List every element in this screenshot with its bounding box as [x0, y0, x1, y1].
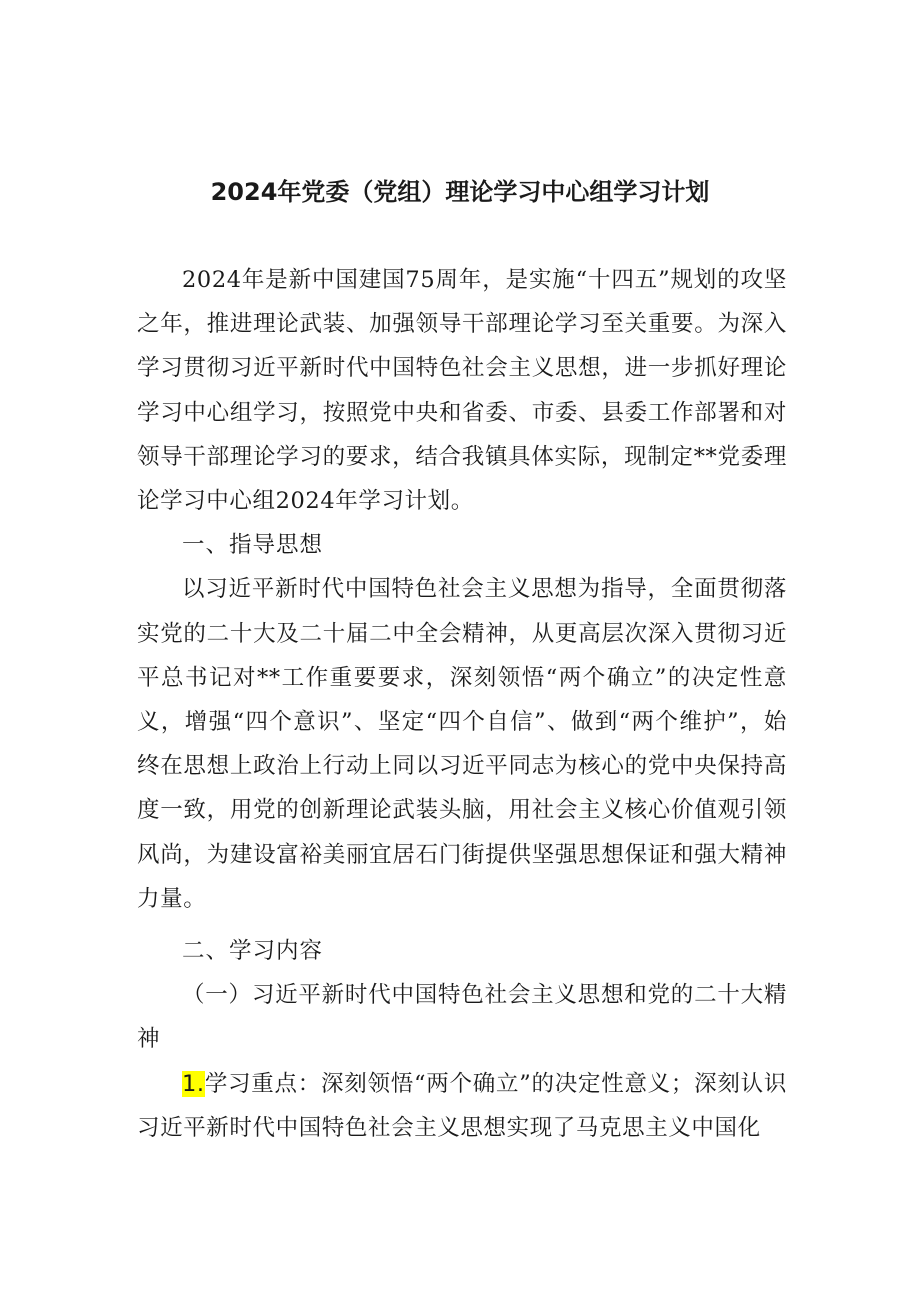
document-title: 2024年党委（党组）理论学习中心组学习计划 [210, 178, 710, 206]
intro-paragraph: 2024年是新中国建国75周年，是实施“十四五”规划的攻坚之年，推进理论武装、加强领导干部理论学习至关重要。为深入学习贯彻习近平新时代中国特色社会主义思想，进一步抓好理论学习中心组学习，按照党中央和省委、市委、县委工作部署和对领导干部理论学习的要求，结合我镇具体实际，现制定**党委理论学习中心组2024年学习计划。 [137, 267, 787, 515]
guiding-thought-paragraph: 以习近平新时代中国特色社会主义思想为指导，全面贯彻落实党的二十大及二十届二中全会精神，从更高层次深入贯彻习近平总书记对**工作重要要求，深刻领悟“两个确立”的决定性意义，增强“四个意识”、坚定“四个自信”、做到“两个维护”，始终在思想上政治上行动上同以习近平同志为核心的党中央保持高度一致，用党的创新理论武装头脑，用社会主义核心价值观引领风尚，为建设富裕美丽宜居石门街提供坚强思想保证和强大精神力量。 [137, 576, 787, 912]
study-focus-text: 学习重点：深刻领悟“两个确立”的决定性意义；深刻认识习近平新时代中国特色社会主义思想实现了马克思主义中国化 [137, 1070, 787, 1141]
study-focus-paragraph [137, 1062, 787, 1150]
section-heading-guiding-thought: 一、指导思想 [182, 532, 324, 559]
highlighted-item-number: 1. [182, 1070, 205, 1097]
document-body [137, 258, 787, 1150]
subsection-heading: （一）习近平新时代中国特色社会主义思想和党的二十大精神 [137, 982, 787, 1053]
section-heading-study-content: 二、学习内容 [182, 938, 324, 965]
